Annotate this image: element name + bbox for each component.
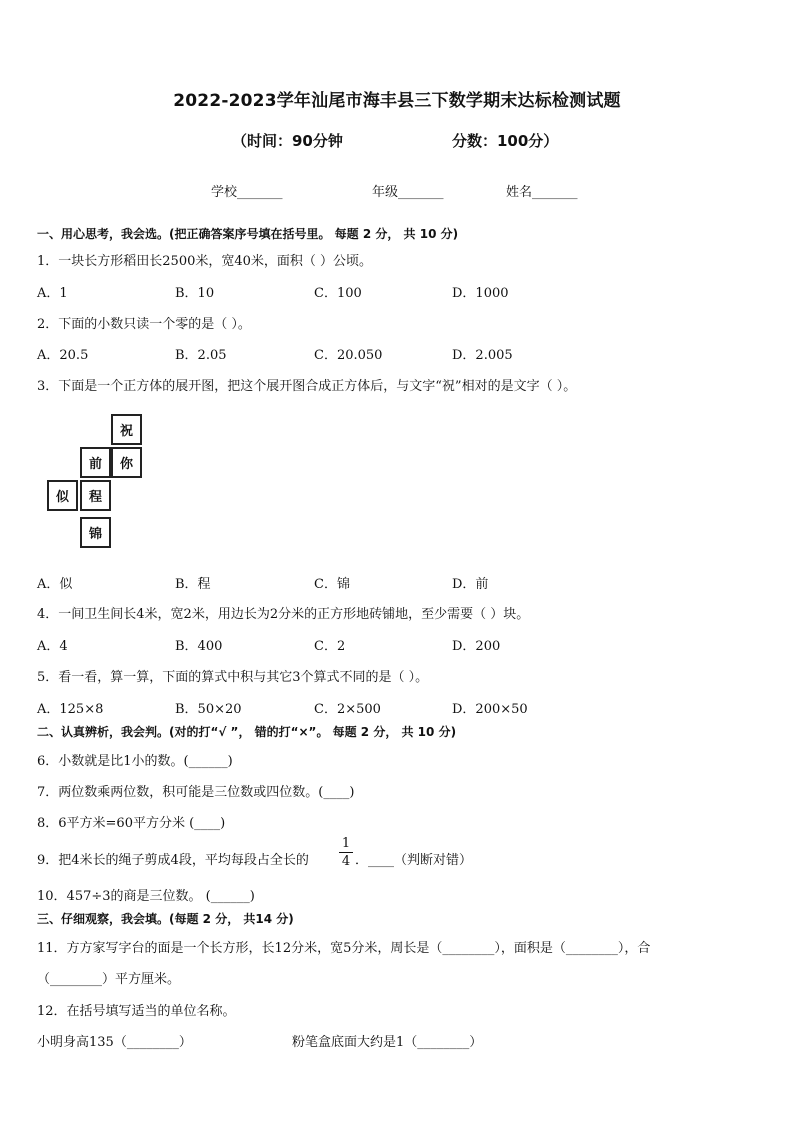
fraction-one-quarter <box>339 836 353 869</box>
net-cell-qian: 前 <box>80 447 111 478</box>
q2-option-c: C．20.050 <box>314 348 383 363</box>
question-5: 5．看一看，算一算，下面的算式中积与其它3个算式不同的是（ ）。 <box>37 670 429 685</box>
q5-option-d: D．200×50 <box>452 702 528 717</box>
question-6: 6．小数就是比1小的数。(______) <box>37 754 233 769</box>
q5-option-a: A．125×8 <box>37 702 104 717</box>
page-title: 2022-2023学年汕尾市海丰县三下数学期末达标检测试题 <box>173 91 621 111</box>
question-12: 12．在括号填写适当的单位名称。 <box>37 1004 236 1019</box>
q1-option-b: B．10 <box>175 286 215 301</box>
cube-net-figure <box>45 412 145 552</box>
grade-field: 年级_______ <box>372 185 444 200</box>
section-3-heading: 三、仔细观察，我会填。(每题 2 分， 共14 分) <box>37 912 294 926</box>
net-cell-jin: 锦 <box>80 517 111 548</box>
q2-option-a: A．20.5 <box>37 348 89 363</box>
q1-option-d: D．1000 <box>452 286 509 301</box>
q2-option-d: D．2.005 <box>452 348 513 363</box>
q5-option-b: B．50×20 <box>175 702 242 717</box>
q5-option-c: C．2×500 <box>314 702 381 717</box>
exam-time: （时间：90分钟 <box>232 132 343 150</box>
section-1-heading: 一、用心思考，我会选。(把正确答案序号填在括号里。 每题 2 分， 共 10 分) <box>37 227 459 241</box>
section-2-heading: 二、认真辨析，我会判。(对的打“√ ”， 错的打“×”。 每题 2 分， 共 10 分) <box>37 725 457 739</box>
q3-option-a: A．似 <box>37 577 73 592</box>
question-12-part-b: 粉笔盒底面大约是1（________） <box>292 1035 483 1050</box>
net-cell-cheng: 程 <box>80 480 111 511</box>
question-3: 3．下面是一个正方体的展开图，把这个展开图合成正方体后，与文字“祝”相对的是文字（ ）。 <box>37 379 577 394</box>
fraction-numerator: 1 <box>341 836 351 851</box>
q4-option-a: A．4 <box>37 639 68 654</box>
net-cell-zhu: 祝 <box>111 414 142 445</box>
fraction-bar <box>339 852 353 853</box>
question-1: 1．一块长方形稻田长2500米，宽40米，面积（ ）公顷。 <box>37 254 373 269</box>
q4-option-c: C．2 <box>314 639 346 654</box>
q3-option-d: D．前 <box>452 577 489 592</box>
q3-option-b: B．程 <box>175 577 211 592</box>
question-9-text: 9．把4米长的绳子剪成4段，平均每段占全长的 <box>37 853 309 868</box>
q1-option-c: C．100 <box>314 286 362 301</box>
q1-option-a: A．1 <box>37 286 68 301</box>
q2-option-b: B．2.05 <box>175 348 227 363</box>
exam-score: 分数：100分） <box>452 132 559 150</box>
q4-option-d: D．200 <box>452 639 501 654</box>
net-cell-si: 似 <box>47 480 78 511</box>
question-4: 4．一间卫生间长4米，宽2米，用边长为2分米的正方形地砖铺地，至少需要（ ）块。 <box>37 607 530 622</box>
net-cell-ni: 你 <box>111 447 142 478</box>
name-field: 姓名_______ <box>506 185 578 200</box>
question-10: 10．457÷3的商是三位数。 (______) <box>37 889 255 904</box>
q4-option-b: B．400 <box>175 639 223 654</box>
school-field: 学校_______ <box>211 185 283 200</box>
question-9-tail: ．____（判断对错） <box>355 853 473 868</box>
question-8: 8．6平方米=60平方分米 (____) <box>37 816 226 831</box>
q3-option-c: C．锦 <box>314 577 350 592</box>
question-11-line1: 11．方方家写字台的面是一个长方形，长12分米，宽5分米，周长是（________），面积是（________），合 <box>37 941 651 956</box>
question-2: 2．下面的小数只读一个零的是（ ）。 <box>37 317 251 332</box>
question-7: 7．两位数乘两位数，积可能是三位数或四位数。(____) <box>37 785 355 800</box>
question-12-part-a: 小明身高135（________） <box>37 1035 192 1050</box>
fraction-denominator: 4 <box>341 854 351 869</box>
question-11-line2: （________）平方厘米。 <box>37 972 181 987</box>
